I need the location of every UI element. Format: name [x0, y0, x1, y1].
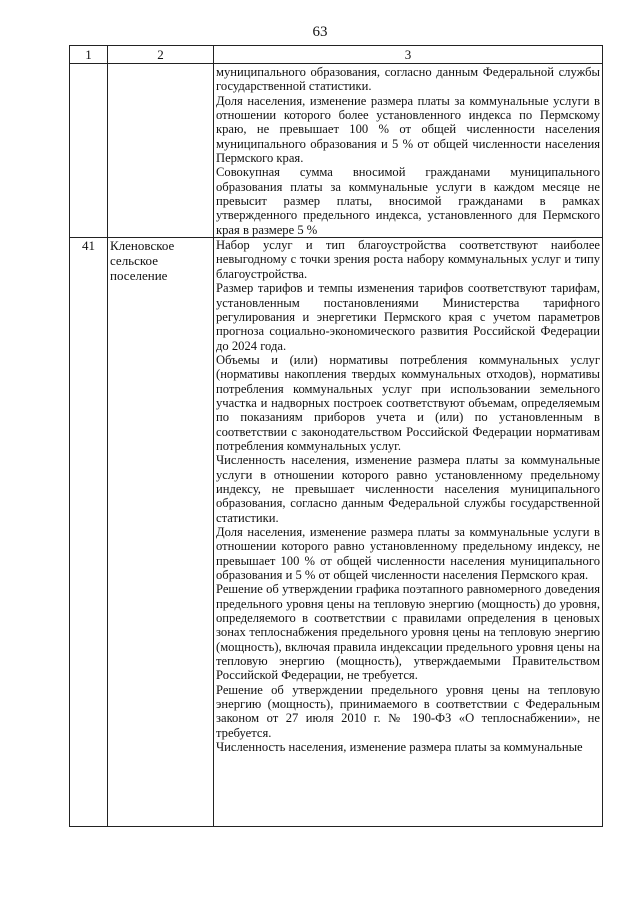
data-table — [69, 45, 603, 827]
row-number — [70, 64, 108, 238]
column-header: 3 — [214, 46, 603, 64]
page-number: 63 — [312, 24, 328, 40]
table-row — [70, 238, 603, 827]
paragraph: Совокупная сумма вносимой гражданами муниципального образования платы за коммунальные услуги в каждом месяце не превысит размер платы, вносимой гражданами в рамках утвержденного предельного индекса, установленного для Пермского края в размере 5 % — [216, 165, 600, 237]
conditions-cell — [214, 238, 603, 827]
paragraph: Размер тарифов и темпы изменения тарифов соответствуют тарифам, установленным постановлениями Министерства тарифного регулирования и энергетики Пермского края с учетом параметров прогноза социально-экономического развития Российской Федерации до 2024 года. — [216, 281, 600, 353]
column-header: 2 — [108, 46, 214, 64]
table-row — [70, 64, 603, 238]
paragraph: Объемы и (или) нормативы потребления коммунальных услуг (нормативы накопления твердых коммунальных отходов), нормативы потребления коммунальных услуг при использовании земельного участка и надворных построек соответствуют объемам, определяемым по показаниям приборов учета и (или) по установленным в соответствии с законодательством Российской Федерации нормативам потребления коммунальных услуг. — [216, 352, 600, 453]
table-header-row — [70, 46, 603, 64]
paragraph: Набор услуг и тип благоустройства соответствуют наиболее невыгодному с точки зрения роста набору коммунальных услуг и типу благоустройства. — [216, 238, 600, 281]
row-number: 41 — [70, 238, 108, 827]
municipality-name — [108, 64, 214, 238]
paragraph: Численность населения, изменение размера платы за коммунальные услуги в отношении которого равно установленному предельному индексу, не превышает численности населения муниципального образования, согласно данным Федеральной службы государственной статистики. — [216, 453, 600, 525]
conditions-cell — [214, 64, 603, 238]
paragraph: Численность населения, изменение размера платы за коммунальные — [216, 740, 583, 755]
paragraph: Доля населения, изменение размера платы за коммунальные услуги в отношении которого равно установленному предельному индексу, не превышает 100 % от общей численности населения муниципального образования и 5 % от общей численности населения Пермского края. — [216, 525, 600, 583]
municipality-name: Кленовское сельское поселение — [108, 238, 214, 827]
paragraph: Решение об утверждении графика поэтапного равномерного доведения предельного уровня цены на тепловую энергию (мощность) до уровня, определяемого в соответствии с правилами определения в ценовых зонах теплоснабжения предельного уровня цены на тепловую энергию (мощность), включая правила индексации предельного уровня цены на тепловую энергию (мощность), утверждаемыми Правительством Российской Федерации, не требуется. — [216, 582, 600, 683]
paragraph: Доля населения, изменение размера платы за коммунальные услуги в отношении которого более установленного индекса по Пермскому краю, не превышает 100 % от общей численности населения муниципального образования и 5 % от общей численности населения Пермского края. — [216, 93, 600, 166]
paragraph: муниципального образования, согласно данным Федеральной службы государственной статистики. — [216, 65, 600, 94]
paragraph: Решение об утверждении предельного уровня цены на тепловую энергию (мощность), принимаемого в соответствии с Федеральным законом от 27 июля 2010 г. № 190-ФЗ «О теплоснабжении», не требуется. — [216, 682, 600, 740]
column-header: 1 — [70, 46, 108, 64]
